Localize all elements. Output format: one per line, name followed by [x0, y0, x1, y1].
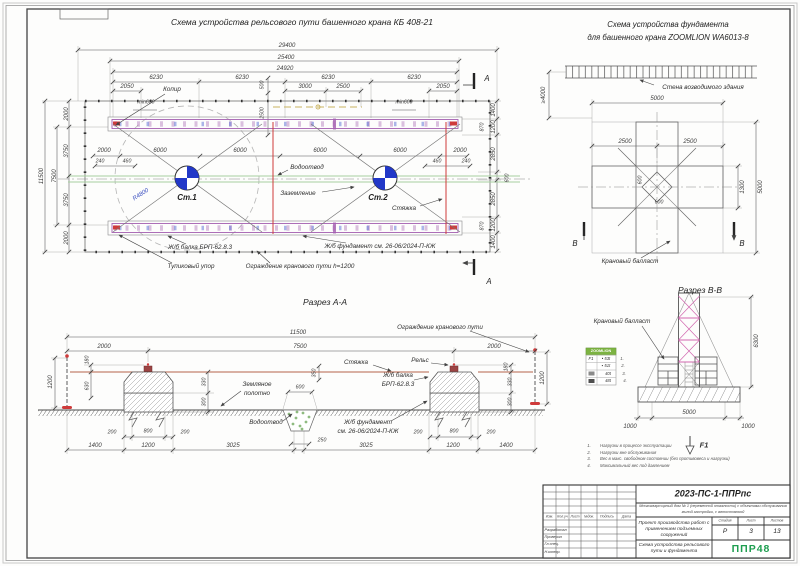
sheet-title: Схема устройства рельсового пути и фундамента — [638, 543, 710, 554]
dim-300: 300 — [507, 397, 514, 407]
foundation-title-line1: Схема устройства фундамента — [607, 20, 729, 30]
drainage-label: Водоотвод — [290, 163, 324, 171]
f1-force-label: F1 — [699, 440, 709, 450]
radius-r4800: R4800 — [131, 187, 151, 203]
dim-1000: 1000 — [623, 424, 637, 430]
dim-7500: 7500 — [293, 344, 307, 350]
dim-630: 630 — [84, 381, 91, 391]
dim-2850: 2850 — [491, 147, 497, 161]
dim-3750: 3750 — [64, 144, 70, 158]
dim-2500: 2500 — [618, 139, 632, 145]
sheet-number: 3 — [749, 527, 753, 535]
dim-330: 330 — [507, 377, 514, 387]
note-text: Нагрузки вне обслуживания — [600, 449, 657, 455]
dim-200: 200 — [180, 429, 190, 436]
legend-index: 4. — [623, 377, 627, 383]
dim-3025: 3025 — [226, 443, 240, 449]
beam-label: Ж/б балка БРП-62.8.3 — [167, 243, 233, 251]
crane-station-1-label: Ст.1 — [177, 193, 197, 202]
dim-1400: 1400 — [88, 443, 102, 449]
fence-label: Ограждение кранового пути — [397, 323, 483, 331]
col-koluch: Кол.уч — [557, 513, 568, 518]
rail-label: Рельс — [411, 356, 429, 364]
grounding-label: Заземление — [280, 189, 316, 197]
drainage-label: Водоотвод — [249, 418, 283, 426]
dim-460: 460 — [122, 158, 132, 165]
dim-7500: 7500 — [52, 169, 58, 183]
dim-25400: 25400 — [277, 55, 295, 61]
dim-3000: 3000 — [298, 84, 312, 90]
dim-6000: 6000 — [393, 148, 407, 154]
dim-1200: 1200 — [141, 443, 155, 449]
fence-label: Ограждение кранового пути h=1200 — [245, 262, 355, 270]
dim-800: 800 — [143, 428, 153, 435]
dim-1200: 1200 — [540, 371, 546, 385]
section-aa-title: Разрез А-А — [302, 296, 348, 307]
section-aa-linework — [38, 333, 551, 454]
dim-2000: 2000 — [97, 344, 111, 350]
crane-station-2-label: Ст.2 — [368, 193, 388, 202]
foundation-ref-line1: Ж/б фундамент — [343, 418, 393, 426]
dim-3025: 3025 — [359, 443, 373, 449]
legend-value: ▪ 51t — [601, 362, 611, 368]
dim-250: 250 — [317, 437, 327, 444]
dim-5000: 5000 — [758, 180, 764, 194]
foundation-title-line2: для башенного крана ZOOMLION WA6013-8 — [587, 33, 749, 43]
subgrade-label-line1: Земляное — [242, 380, 272, 388]
dim-460: 460 — [432, 158, 442, 165]
dim-500: 500 — [259, 80, 266, 90]
dim-200: 200 — [413, 429, 423, 436]
note-number: 3. — [587, 455, 591, 461]
col-ndok: №док. — [583, 513, 595, 518]
dim-29400: 29400 — [278, 43, 296, 49]
legend-index: 3. — [622, 370, 626, 376]
note-text: Вес в макс. свободном состоянии (без противовеса и нагрузки) — [600, 455, 730, 461]
dim-330: 330 — [201, 377, 208, 387]
legend-f1: F1 — [588, 355, 594, 361]
dim-2050: 2050 — [120, 84, 134, 90]
dim-2000: 2000 — [487, 344, 501, 350]
dim-1200: 1200 — [48, 375, 54, 389]
section-bb-title: Разрез В-В — [677, 284, 723, 295]
dim-1400: 1400 — [499, 443, 513, 449]
section-a-letter: А — [484, 74, 490, 84]
section-a-letter: А — [486, 277, 492, 287]
dim-6000: 6000 — [153, 148, 167, 154]
dim-870: 870 — [479, 122, 486, 132]
object-name-line2: жилой застройки, с автостоянкой — [681, 509, 745, 514]
dim-min600: min600 — [137, 99, 155, 106]
role-norm-control: Н.контр. — [544, 550, 561, 555]
dim-200: 200 — [486, 429, 496, 436]
screed-label: Стяжка — [344, 358, 368, 366]
dim-6300: 6300 — [754, 334, 760, 348]
note-number: 4. — [587, 462, 591, 468]
legend-value: 40t — [605, 370, 611, 376]
beam-label-line2: БРП-62.8.3 — [381, 380, 415, 388]
stage-column-label: Стадия — [718, 518, 732, 523]
dim-6000: 6000 — [233, 148, 247, 154]
dim-min600: min600 — [395, 99, 413, 106]
building-wall-label: Стена возводимого здания — [662, 83, 744, 91]
sheets-column-label: Листов — [770, 518, 784, 523]
col-list: Лист — [570, 513, 580, 518]
subgrade-label-line2: полотно — [243, 389, 271, 397]
dim-5000: 5000 — [682, 410, 696, 416]
doc-number: 2023-ПС-1-ППРпс — [674, 488, 752, 499]
dim-6000: 6000 — [313, 148, 327, 154]
dim-1400: 1400 — [491, 103, 497, 117]
dim-span: 6230 — [149, 75, 163, 81]
screed-label: Стяжка — [392, 204, 416, 212]
dim-2500: 2500 — [336, 84, 350, 90]
dim-2500: 2500 — [683, 139, 697, 145]
dim-240: 240 — [461, 158, 471, 165]
foundation-ref-line2: см. 26-06/2024-П-КЖ — [337, 427, 399, 435]
dim-1300: 1300 — [740, 180, 746, 194]
dim-span: 6230 — [321, 75, 335, 81]
crane-symbol-st2 — [373, 166, 397, 190]
col-data: Дата — [621, 513, 632, 518]
object-name-line1: Многоквартирный дом № 1 (переменной этажности) с объектами обслуживания — [639, 504, 787, 509]
plan-title: Схема устройства рельсового пути башенного крана КБ 408-21 — [170, 16, 434, 27]
section-a-markers — [463, 73, 474, 275]
dim-2850: 2850 — [491, 192, 497, 206]
stage-value: Р — [722, 527, 728, 535]
dim-2050: 2050 — [436, 84, 450, 90]
dim-240: 240 — [95, 158, 105, 165]
dim-1200: 1200 — [491, 218, 497, 232]
dim-600: 600 — [504, 173, 511, 183]
dim-11500: 11500 — [39, 167, 45, 185]
dim-5000: 5000 — [650, 96, 664, 102]
role-developed: Разработал — [544, 527, 567, 532]
dim-350: 350 — [311, 368, 318, 378]
dim-600: 600 — [637, 175, 644, 185]
dim-200: 200 — [107, 429, 117, 436]
legend-value: • 53t — [601, 355, 611, 361]
note-text: Нагрузки в процессе эксплуатации — [600, 442, 672, 448]
section-b-letter: В — [572, 239, 578, 249]
dim-2500v: 2500 — [259, 107, 266, 119]
beam-label-line1: Ж/б балка — [383, 371, 413, 379]
dim-span: 6230 — [235, 75, 249, 81]
legend-header: ZOOMLION — [590, 348, 612, 353]
ballast-label: Крановый балласт — [601, 257, 659, 265]
dim-1000: 1000 — [741, 424, 755, 430]
dim-1400: 1400 — [491, 235, 497, 249]
col-podpis: Подпись — [600, 513, 614, 518]
dim-offset-4000: ≥4000 — [541, 86, 547, 104]
note-text: Максимальный вес под давлением — [600, 462, 670, 468]
dim-870: 870 — [479, 221, 486, 231]
foundation-ref-label: Ж/б фундамент см. 26-06/2024-П-КЖ — [324, 242, 436, 250]
ballast-label: Крановый балласт — [593, 317, 651, 325]
dim-600: 600 — [295, 384, 305, 391]
sheet-column-label: Лист — [746, 518, 756, 523]
dim-2000: 2000 — [64, 231, 70, 245]
dim-2000: 2000 — [97, 148, 111, 154]
sheets-total: 13 — [773, 527, 781, 535]
note-number: 1. — [587, 442, 591, 448]
dim-24920: 24920 — [276, 66, 294, 72]
col-izm: Изм. — [545, 513, 554, 518]
dim-180: 180 — [503, 362, 510, 372]
legend-value: 48t — [605, 377, 611, 383]
end-stop-label: Тупиковый упор — [167, 262, 215, 270]
kopir-label: Копир — [163, 85, 181, 93]
dim-300: 300 — [201, 397, 208, 407]
dim-1200: 1200 — [446, 443, 460, 449]
dim-span: 6230 — [407, 75, 421, 81]
role-checked: Проверил — [544, 534, 562, 539]
project-name: Проект производства работ с применением подъемных сооружений — [638, 521, 710, 538]
crane-symbol-st1 — [175, 166, 199, 190]
dim-2000: 2000 — [453, 148, 467, 154]
dim-600: 600 — [654, 199, 664, 206]
dim-2000: 2000 — [64, 107, 70, 121]
role-chief-spec: Гл.спец. — [544, 541, 559, 546]
company-logo: ППР48 — [731, 542, 771, 555]
dim-1200: 1200 — [491, 120, 497, 134]
dim-800: 800 — [449, 428, 459, 435]
dim-11500: 11500 — [289, 330, 307, 336]
section-b-letter: В — [739, 239, 745, 249]
dim-180: 180 — [84, 355, 91, 365]
dim-3750: 3750 — [64, 193, 70, 207]
note-number: 2. — [587, 449, 591, 455]
legend-index: 2. — [621, 362, 625, 368]
legend-index: 1. — [620, 355, 624, 361]
